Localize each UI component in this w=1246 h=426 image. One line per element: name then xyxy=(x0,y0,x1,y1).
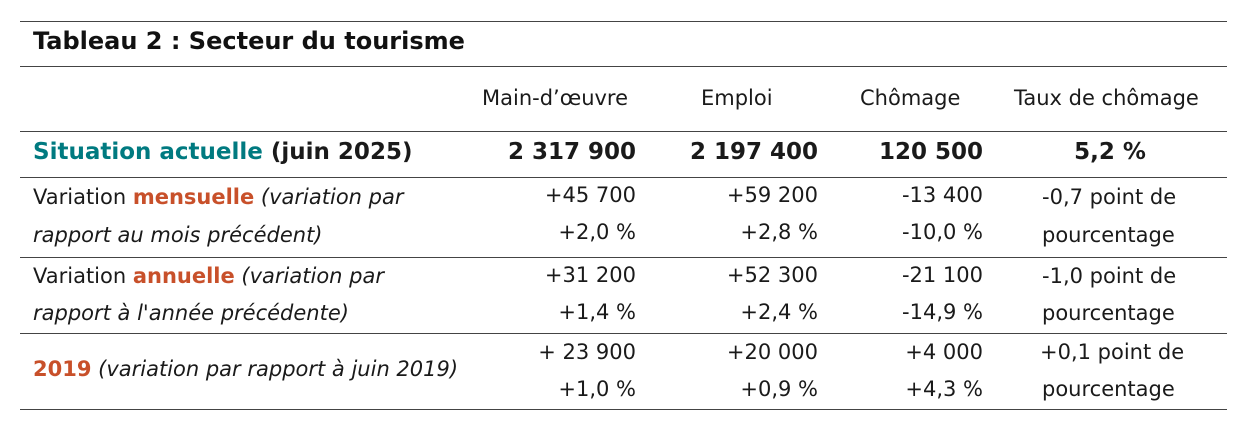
current-taux: 5,2 % xyxy=(1074,139,1146,165)
annual-label-line1 xyxy=(33,257,384,295)
monthly-pct-main-oeuvre: +2,0 % xyxy=(558,220,636,244)
y2019-rate-line2: pourcentage xyxy=(1042,377,1175,401)
y2019-abs-main-oeuvre: + 23 900 xyxy=(538,340,636,364)
monthly-rate-line2: pourcentage xyxy=(1042,223,1175,247)
header-rule xyxy=(20,131,1227,132)
current-label-date: (juin 2025) xyxy=(262,139,413,165)
title-rule xyxy=(20,66,1227,67)
annual-label-line2: rapport à l'année précédente) xyxy=(33,301,349,325)
monthly-italic1: (variation par xyxy=(254,185,404,209)
y2019-label xyxy=(33,350,458,388)
annual-abs-main-oeuvre: +31 200 xyxy=(544,263,636,287)
col-header-main-oeuvre: Main-d’œuvre xyxy=(482,86,629,110)
monthly-label-line1 xyxy=(33,178,404,216)
top-rule xyxy=(20,21,1227,22)
monthly-pct-chomage: -10,0 % xyxy=(902,220,983,244)
col-header-chomage: Chômage xyxy=(860,86,961,110)
y2019-highlight: 2019 xyxy=(33,357,92,381)
y2019-rate-line1: +0,1 point de xyxy=(1040,340,1185,364)
annual-rate-line2: pourcentage xyxy=(1042,301,1175,325)
annual-pct-emploi: +2,4 % xyxy=(740,300,818,324)
col-header-emploi: Emploi xyxy=(701,86,773,110)
y2019-abs-emploi: +20 000 xyxy=(726,340,818,364)
col-header-taux: Taux de chômage xyxy=(1014,86,1199,110)
annual-abs-chomage: -21 100 xyxy=(901,263,983,287)
monthly-highlight: mensuelle xyxy=(132,185,255,209)
annual-abs-emploi: +52 300 xyxy=(726,263,818,287)
monthly-rate-line1: -0,7 point de xyxy=(1042,185,1177,209)
y2019-pct-chomage: +4,3 % xyxy=(905,377,983,401)
annual-highlight: annuelle xyxy=(132,264,235,288)
monthly-prefix: Variation xyxy=(33,185,133,209)
current-main-oeuvre: 2 317 900 xyxy=(507,139,636,165)
current-emploi: 2 197 400 xyxy=(689,139,818,165)
annual-italic1: (variation par xyxy=(234,264,384,288)
current-label xyxy=(33,133,412,171)
current-label-highlight: Situation actuelle xyxy=(33,139,263,165)
y2019-pct-emploi: +0,9 % xyxy=(740,377,818,401)
y2019-pct-main-oeuvre: +1,0 % xyxy=(558,377,636,401)
annual-rate-line1: -1,0 point de xyxy=(1042,264,1177,288)
bottom-rule xyxy=(20,409,1227,410)
monthly-pct-emploi: +2,8 % xyxy=(740,220,818,244)
current-chomage: 120 500 xyxy=(878,139,983,165)
annual-pct-main-oeuvre: +1,4 % xyxy=(558,300,636,324)
monthly-label-line2: rapport au mois précédent) xyxy=(33,223,323,247)
annual-pct-chomage: -14,9 % xyxy=(902,300,983,324)
monthly-abs-chomage: -13 400 xyxy=(901,183,983,207)
y2019-italic: (variation par rapport à juin 2019) xyxy=(91,357,459,381)
annual-prefix: Variation xyxy=(33,264,133,288)
table-title: Tableau 2 : Secteur du tourisme xyxy=(33,27,465,55)
monthly-abs-emploi: +59 200 xyxy=(726,183,818,207)
monthly-abs-main-oeuvre: +45 700 xyxy=(544,183,636,207)
y2019-abs-chomage: +4 000 xyxy=(905,340,983,364)
